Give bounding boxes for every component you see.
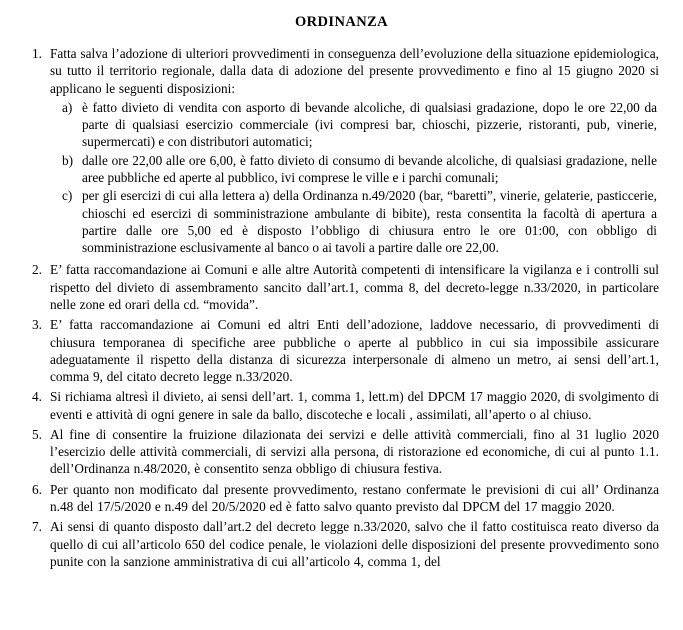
list-item-text: Ai sensi di quanto disposto dall’art.2 del decreto legge n.33/2020, salvo che il fatto costituisca reato diverso da quello di cui all’articolo 650 del codice penale, le violazioni delle disposizioni del presente provvedimento sono punite con la sanzione amministrativa di cui all’articolo 4, comma 1, del [50, 519, 659, 569]
list-item-body [50, 388, 659, 423]
list-item-body [50, 518, 659, 570]
list-item-body [50, 316, 659, 385]
list-item [24, 45, 659, 258]
list-item-number: 4. [32, 389, 42, 405]
list-item [24, 261, 659, 313]
list-item-number: 1. [32, 46, 42, 61]
sub-list-item-text: dalle ore 22,00 alle ore 6,00, è fatto divieto di consumo di bevande alcoliche, di qualsiasi gradazione, nelle aree pubbliche ed aperte al pubblico, ivi comprese le ville e i parchi comunali; [82, 152, 657, 185]
list-item-text: Per quanto non modificato dal presente provvedimento, restano confermate le previsioni di cui all’ Ordinanza n.48 del 17/5/2020 e n.49 del 20/5/2020 ed è fatto salvo quanto previsto dal DPCM del 17 maggio 2020. [50, 481, 659, 515]
list-item-number: 7. [32, 519, 42, 535]
sub-list-item [50, 152, 659, 187]
sub-list-item-number: c) [62, 188, 73, 204]
page-title: ORDINANZA [294, 14, 389, 30]
list-item-body [50, 481, 659, 516]
list-item [24, 481, 659, 516]
list-item-body [50, 426, 659, 478]
list-item [24, 388, 659, 423]
list-item-body [50, 45, 659, 258]
list-item [24, 316, 659, 385]
ordinance-list [24, 45, 659, 570]
list-item-text: Si richiama altresì il divieto, ai sensi dell’art. 1, comma 1, lett.m) del DPCM 17 maggio 2020, di svolgimento di eventi e attività di ogni genere in sale da ballo, discoteche e locali , assimilati, all’aperto o al chiuso. [50, 389, 659, 422]
sub-list-item-number: b) [62, 152, 74, 168]
list-item-number: 6. [32, 481, 42, 497]
sub-list-item-number: a) [62, 99, 73, 115]
list-item-number: 2. [32, 262, 42, 278]
list-item [24, 426, 659, 478]
list-item-text: Al fine di consentire la fruizione dilazionata dei servizi e delle attività commerciali, fino al 31 luglio 2020 l’esercizio delle attività commerciali, di servizi alla persona, di ristorazione ed economiche, di cui al punto 1.1. dell’Ordinanza n.48/2020, è consentito senza obbligo di chiusura festiva. [50, 426, 659, 477]
list-item-body [50, 261, 659, 313]
sub-list-item-text: è fatto divieto di vendita con asporto di bevande alcoliche, di qualsiasi gradazione, dopo le ore 22,00 da parte di qualsiasi esercizio commerciale (ivi compresi bar, chioschi, pizzerie, ristoranti, pub, vinerie, supermercati) e con distributori automatici; [82, 99, 657, 150]
list-item-text: E’ fatta raccomandazione ai Comuni ed altri Enti dell’adozione, laddove necessario, di provvedimenti di chiusura temporanea di specifiche aree pubbliche o aperte al pubblico in cui sia impossibile assicurare adeguatamente il rispetto della distanza di sicurezza interpersonale di almeno un metro, ai sensi dell’art.1, comma 9, del citato decreto legge n.33/2020. [50, 317, 659, 385]
sub-list [50, 99, 659, 257]
list-item-text: E’ fatta raccomandazione ai Comuni e alle altre Autorità competenti di intensificare la vigilanza e i controlli sul rispetto del divieto di assembramento sancito dall’art.1, comma 8, del decreto-legge n.33/2020, in particolare nelle zone ed orari della cd. “movida”. [50, 262, 659, 312]
sub-list-item [50, 187, 659, 256]
list-item-number: 3. [32, 317, 42, 333]
list-item [24, 518, 659, 570]
list-item-text: Fatta salva l’adozione di ulteriori provvedimenti in conseguenza dell’evoluzione della situazione epidemiologica, su tutto il territorio regionale, dalla data di adozione del presente provvedimento e fino al 15 giugno 2020 si applicano le seguenti disposizioni: [50, 46, 659, 96]
list-item-number: 5. [32, 426, 42, 442]
sub-list-item [50, 99, 659, 151]
sub-list-item-text: per gli esercizi di cui alla lettera a) della Ordinanza n.49/2020 (bar, “baretti”, vinerie, gelaterie, pasticcerie, chioschi ed esercizi di somministrazione ambulante di bibite), resta consentita la facoltà di apertura a partire dalle ore 5,00 ed è disposto l’obbligo di chiusura entro le ore 01:00, con obbligo di somministrazione esclusivamente al banco o ai tavoli a partire dalle ore 22,00. [82, 188, 657, 256]
